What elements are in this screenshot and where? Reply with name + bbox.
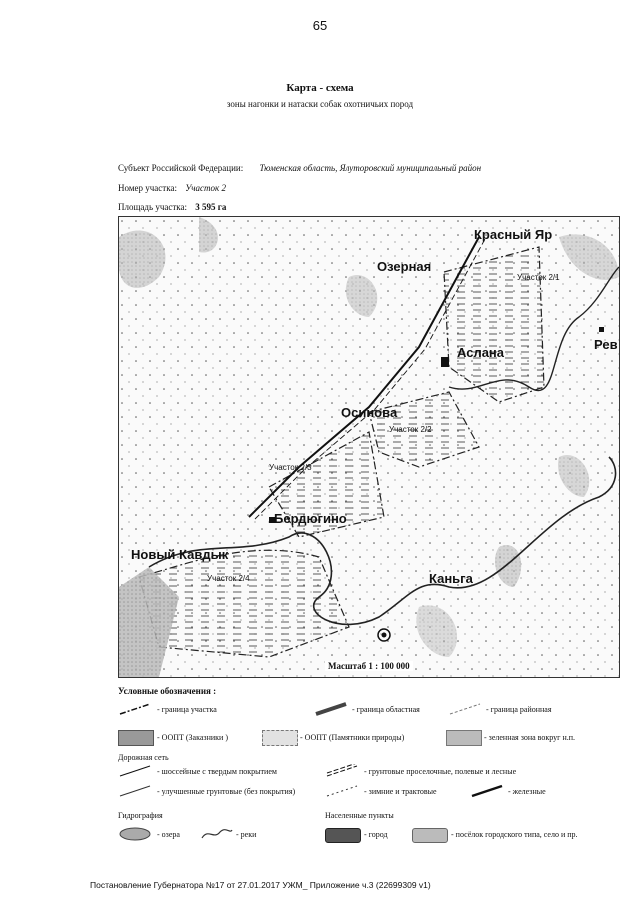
place-aslana: Аслана: [457, 345, 505, 360]
page-subtitle: зоны нагонки и натаски собак охотничьих пород: [226, 99, 414, 109]
plot-number-value: Участок 2: [185, 183, 227, 193]
district-boundary-swatch: [448, 702, 482, 716]
place-osinova: Осинова: [341, 405, 398, 420]
plot-boundary-swatch: [118, 702, 152, 716]
oopt-reserve-swatch: [118, 730, 154, 746]
legend-district-boundary: - граница районная: [486, 705, 552, 714]
legend-town: - посёлок городского типа, село и пр.: [451, 830, 578, 839]
plot-label-2-3: Участок 2/3: [269, 463, 312, 472]
area-row: [118, 202, 226, 212]
green-zone-swatch: [446, 730, 482, 746]
region-boundary-swatch: [314, 702, 348, 716]
improved-dirt-swatch: [118, 784, 152, 798]
dirt-roads-swatch: [325, 764, 359, 778]
winter-roads-swatch: [325, 784, 359, 798]
oopt-monument-swatch: [262, 730, 298, 746]
legend-highway: - шоссейные с твердым покрытием: [157, 767, 277, 776]
town-swatch: [412, 828, 448, 843]
page-number: 65: [312, 18, 328, 33]
subject-value: Тюменская область, Ялуторовский муниципальный район: [259, 163, 482, 173]
legend-dirt-roads: - грунтовые проселочные, полевые и лесные: [364, 767, 517, 776]
area-label: Площадь участка:: [118, 202, 188, 212]
river-swatch: [200, 826, 234, 842]
highway-swatch: [118, 764, 152, 778]
subject-label: Субъект Российской Федерации:: [118, 163, 244, 173]
legend-oopt-reserve: - ООПТ (Заказники ): [157, 733, 228, 742]
legend-improved-dirt: - улучшенные грунтовые (без покрытия): [157, 787, 296, 796]
plot-number-row: [118, 183, 226, 193]
map-canvas: [119, 217, 619, 677]
plot-number-label: Номер участка:: [118, 183, 177, 193]
subject-row: [118, 163, 481, 173]
plot-label-2-2: Участок 2/2: [389, 425, 432, 434]
footer-note: Постановление Губернатора №17 от 27.01.2017 УЖМ_ Приложение ч.3 (22699309 v1): [90, 880, 431, 890]
plot-label-2-4: Участок 2/4: [207, 574, 250, 583]
map-frame: [118, 216, 620, 678]
settlements-title: Населенные пункты: [325, 811, 394, 820]
legend-title: Условные обозначения :: [118, 686, 217, 696]
map-scale: Масштаб 1 : 100 000: [325, 661, 413, 671]
place-ozernaya: Озерная: [377, 259, 432, 274]
railway-swatch: [470, 784, 504, 798]
plot-label-2-1: Участок 2/1: [517, 273, 560, 282]
place-krasny-yar: Красный Яр: [474, 227, 553, 242]
legend-oopt-monument: - ООПТ (Памятники природы): [300, 733, 405, 742]
legend-city: - город: [364, 830, 388, 839]
legend-green-zone: - зеленная зона вокруг н.п.: [484, 733, 576, 742]
place-berdyugino: Бердюгино: [274, 511, 347, 526]
lake-swatch: [118, 826, 152, 842]
legend-railway: - железные: [508, 787, 546, 796]
road-network-title: Дорожная сеть: [118, 753, 169, 762]
legend-lakes: - озера: [157, 830, 180, 839]
city-swatch: [325, 828, 361, 843]
place-novy-kavdyk: Новый Кавдык: [131, 547, 229, 562]
place-kanga: Каньга: [429, 571, 473, 586]
legend-region-boundary: - граница областная: [352, 705, 420, 714]
legend-rivers: - реки: [236, 830, 257, 839]
hydro-title: Гидрография: [118, 811, 163, 820]
place-rev: Рев: [594, 337, 618, 352]
area-value: 3 595 га: [195, 202, 227, 212]
legend-plot-boundary: - граница участка: [157, 705, 217, 714]
page-title: Карта - схема: [286, 82, 354, 94]
legend-winter-roads: - зимние и трактовые: [364, 787, 437, 796]
